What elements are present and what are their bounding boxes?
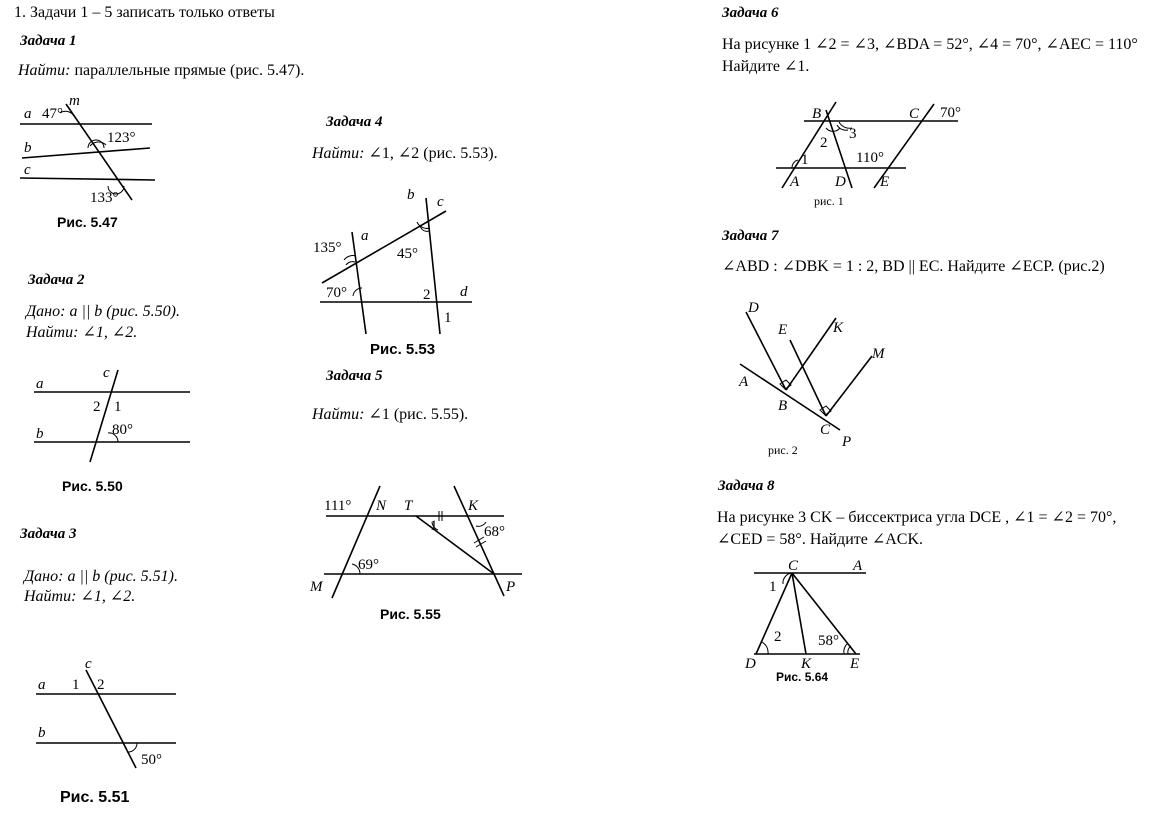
task2-label-c: c xyxy=(103,365,110,381)
task7-line1: ∠ABD : ∠DBK = 1 : 2, BD || EC. Найдите ∠ECP. (рис.2) xyxy=(722,258,1105,275)
task2-given-label: Дано: xyxy=(26,303,66,320)
task4-angle-70: 70° xyxy=(326,285,347,301)
task6-num-3: 3 xyxy=(849,126,857,142)
task5-label-M: M xyxy=(310,579,323,595)
task6-label-E: E xyxy=(880,174,890,190)
task6-label-D: D xyxy=(835,174,846,190)
task8-caption: Рис. 5.64 xyxy=(776,670,829,684)
task8-line1: На рисунке 3 CK – биссектриса угла DCE , ∠1 = ∠2 = 70°, xyxy=(717,509,1117,526)
task6-line2: Найдите ∠1. xyxy=(722,58,810,75)
task2-title: Задача 2 xyxy=(28,272,85,288)
task6-angle-70: 70° xyxy=(940,105,961,121)
task4-find-label: Найти: xyxy=(312,145,365,162)
task3-find xyxy=(24,589,135,605)
task3-given-label: Дано: xyxy=(24,568,64,585)
task4-num-2: 2 xyxy=(423,287,431,303)
task8-line2: ∠CED = 58°. Найдите ∠ACK. xyxy=(717,531,924,548)
task2-find-text: ∠1, ∠2. xyxy=(82,324,138,341)
task3-caption: Рис. 5.51 xyxy=(60,789,130,806)
task6-line1: На рисунке 1 ∠2 = ∠3, ∠BDA = 52°, ∠4 = 70°, ∠AEC = 110° xyxy=(722,36,1138,53)
task8-num-1: 1 xyxy=(769,579,777,595)
task3-label-c: c xyxy=(85,656,92,672)
task2-given-text: a || b (рис. 5.50). xyxy=(69,303,181,320)
task7-label-D: D xyxy=(748,300,759,316)
task1-label-b: b xyxy=(24,140,32,156)
task8-angle-58: 58° xyxy=(818,633,839,649)
task4-num-1: 1 xyxy=(444,310,452,326)
task7-label-A: A xyxy=(739,374,749,390)
task2-num-1: 1 xyxy=(114,399,122,415)
task1-label-c: c xyxy=(24,162,31,178)
task3-label-b: b xyxy=(38,725,46,741)
task2-label-a: a xyxy=(36,376,44,392)
task4-angle-45: 45° xyxy=(397,246,418,262)
task3-num-2: 2 xyxy=(97,677,105,693)
task4-title: Задача 4 xyxy=(326,114,383,130)
task7-label-M: M xyxy=(872,346,885,362)
task5-find-text: ∠1 (рис. 5.55). xyxy=(368,406,469,423)
task5-angle-69: 69° xyxy=(358,557,379,573)
task8-title: Задача 8 xyxy=(718,478,775,494)
task3-angle-50: 50° xyxy=(141,752,162,768)
task4-find xyxy=(312,146,498,162)
task4-angle-135: 135° xyxy=(313,240,342,256)
task1-label-m: m xyxy=(69,93,80,109)
task5-title: Задача 5 xyxy=(326,368,383,384)
task2-angle-80: 80° xyxy=(112,422,133,438)
task2-caption: Рис. 5.50 xyxy=(62,478,123,494)
task7-title: Задача 7 xyxy=(722,228,779,244)
task1-angle-123: 123° xyxy=(107,130,136,146)
task4-label-d: d xyxy=(460,284,468,300)
task8-label-E: E xyxy=(850,656,860,672)
task1-caption: Рис. 5.47 xyxy=(57,214,118,230)
task5-caption: Рис. 5.55 xyxy=(380,606,441,622)
task5-angle-111: 111° xyxy=(324,498,352,514)
task2-given xyxy=(26,304,180,320)
task8-num-2: 2 xyxy=(774,629,782,645)
task5-label-N: N xyxy=(376,498,387,514)
task1-label-a: a xyxy=(24,106,32,122)
task3-find-label: Найти: xyxy=(24,588,77,605)
task6-num-1: 1 xyxy=(801,152,809,168)
task6-title: Задача 6 xyxy=(722,5,779,21)
task1-find-text: параллельные прямые (рис. 5.47). xyxy=(74,62,305,79)
task2-find xyxy=(26,325,137,341)
task4-label-b: b xyxy=(407,187,415,203)
task4-label-a: a xyxy=(361,228,369,244)
task5-find xyxy=(312,407,468,423)
task8-label-D: D xyxy=(745,656,756,672)
task8-label-C: C xyxy=(788,558,799,574)
task3-title: Задача 3 xyxy=(20,526,77,542)
task7-caption: рис. 2 xyxy=(768,443,798,457)
task5-find-label: Найти: xyxy=(312,406,365,423)
task1-find xyxy=(18,63,304,79)
task2-label-b: b xyxy=(36,426,44,442)
task6-angle-110: 110° xyxy=(856,150,884,166)
task4-caption: Рис. 5.53 xyxy=(370,341,436,358)
task7-label-K: K xyxy=(833,320,844,336)
task5-label-T: T xyxy=(404,498,413,514)
task8-label-K: K xyxy=(801,656,812,672)
task5-label-P: P xyxy=(506,579,516,595)
task7-label-B: B xyxy=(778,398,788,414)
task7-label-P: P xyxy=(842,434,852,450)
task6-label-B: B xyxy=(812,106,822,122)
page-header: 1. Задачи 1 – 5 записать только ответы xyxy=(14,4,275,21)
task2-find-label: Найти: xyxy=(26,324,79,341)
task3-given xyxy=(24,569,178,585)
task6-label-A: A xyxy=(790,174,800,190)
task6-label-C: C xyxy=(909,106,920,122)
task7-label-C: C xyxy=(820,422,831,438)
task5-angle-68: 68° xyxy=(484,524,505,540)
task1-find-label: Найти: xyxy=(18,62,71,79)
task6-num-2: 2 xyxy=(820,135,828,151)
task4-label-c: c xyxy=(437,194,444,210)
task1-angle-133: 133° xyxy=(90,190,119,206)
task6-caption: рис. 1 xyxy=(814,194,844,208)
task7-label-E: E xyxy=(778,322,788,338)
task1-title: Задача 1 xyxy=(20,33,77,49)
task5-num-1: 1 xyxy=(430,518,438,534)
task1-angle-47: 47° xyxy=(42,106,63,122)
task2-num-2: 2 xyxy=(93,399,101,415)
task3-given-text: a || b (рис. 5.51). xyxy=(67,568,179,585)
task4-find-text: ∠1, ∠2 (рис. 5.53). xyxy=(368,145,498,162)
task8-label-A: A xyxy=(853,558,863,574)
task5-label-K: K xyxy=(468,498,479,514)
task3-label-a: a xyxy=(38,677,46,693)
task3-num-1: 1 xyxy=(72,677,80,693)
task3-find-text: ∠1, ∠2. xyxy=(80,588,136,605)
